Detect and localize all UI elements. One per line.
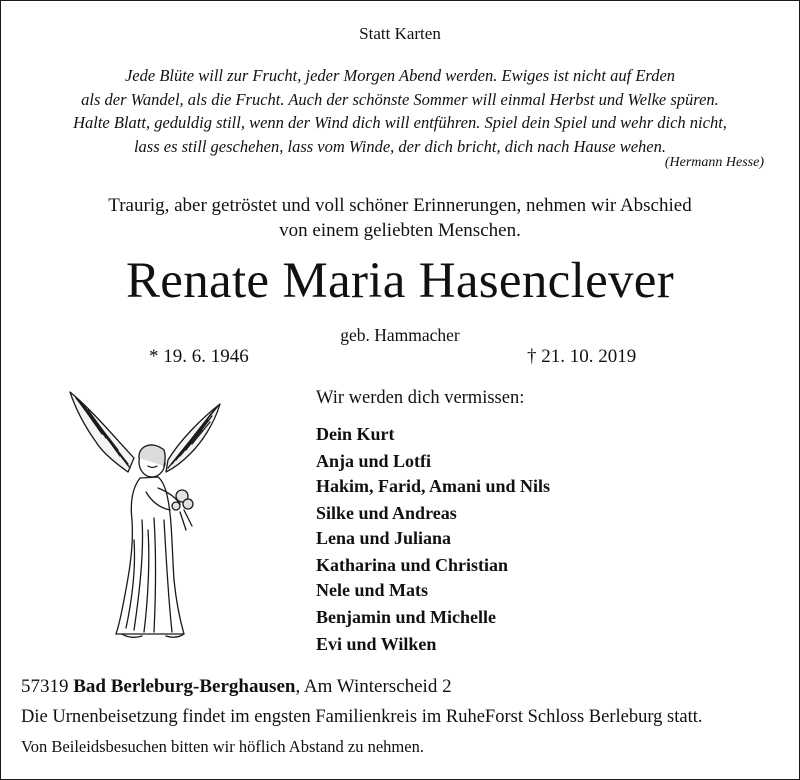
city: Bad Berleburg-Berghausen xyxy=(73,676,296,697)
street: , Am Winterscheid 2 xyxy=(295,676,452,697)
mourner-name: Lena und Juliana xyxy=(316,528,452,548)
poem xyxy=(0,64,800,158)
burial-notice: Die Urnenbeisetzung findet im engsten Familienkreis im RuheForst Schloss Berleburg statt. xyxy=(21,707,703,727)
mourner-name: Anja und Lotfi xyxy=(316,451,432,471)
mourner-group xyxy=(316,632,436,657)
statt-karten-heading: Statt Karten xyxy=(359,24,441,43)
poem-line: als der Wandel, als die Frucht. Auch der schönste Sommer will einmal Herbst und Welke spüren. xyxy=(81,89,719,109)
mourner-group xyxy=(316,501,457,551)
poem-line: Halte Blatt, geduldig still, wenn der Wind dich will entführen. Spiel dein Spiel und wehr dich nicht, xyxy=(73,113,727,132)
mourner-group xyxy=(316,605,496,630)
birth-date: * 19. 6. 1946 xyxy=(149,346,249,367)
birth-name: geb. Hammacher xyxy=(340,325,460,345)
poem-line: lass es still geschehen, lass vom Winde, der dich bricht, dich nach Hause wehen. xyxy=(133,136,667,156)
mourner-name: Silke und Andreas xyxy=(316,503,457,523)
mourner-name: Katharina und Christian xyxy=(316,555,509,575)
mourner-group xyxy=(316,422,395,447)
deceased-name: Renate Maria Hasenclever xyxy=(125,253,675,309)
mourners-intro: Wir werden dich vermissen: xyxy=(316,388,525,408)
mourner-name: Benjamin und Michelle xyxy=(316,607,497,627)
mourner-name: Hakim, Farid, Amani und Nils xyxy=(316,476,551,496)
poem-author: (Hermann Hesse) xyxy=(664,155,764,170)
condolence-notice: Von Beileidsbesuchen bitten wir höflich Abstand zu nehmen. xyxy=(21,737,424,756)
mourner-name: Nele und Mats xyxy=(316,580,428,600)
mourner-name: Dein Kurt xyxy=(316,424,395,444)
postcode: 57319 xyxy=(21,676,69,697)
death-date: † 21. 10. 2019 xyxy=(527,346,637,367)
angel-icon xyxy=(62,380,242,645)
mourner-group xyxy=(316,553,508,603)
poem-line: Jede Blüte will zur Frucht, jeder Morgen Abend werden. Ewiges ist nicht auf Erden xyxy=(124,66,676,85)
intro-text xyxy=(0,193,800,243)
mourner-group xyxy=(316,449,550,499)
address xyxy=(21,676,452,698)
intro-line: Traurig, aber getröstet und voll schöner Erinnerungen, nehmen wir Abschied xyxy=(108,195,692,216)
intro-line: von einem geliebten Menschen. xyxy=(279,220,521,241)
mourner-name: Evi und Wilken xyxy=(316,634,437,654)
